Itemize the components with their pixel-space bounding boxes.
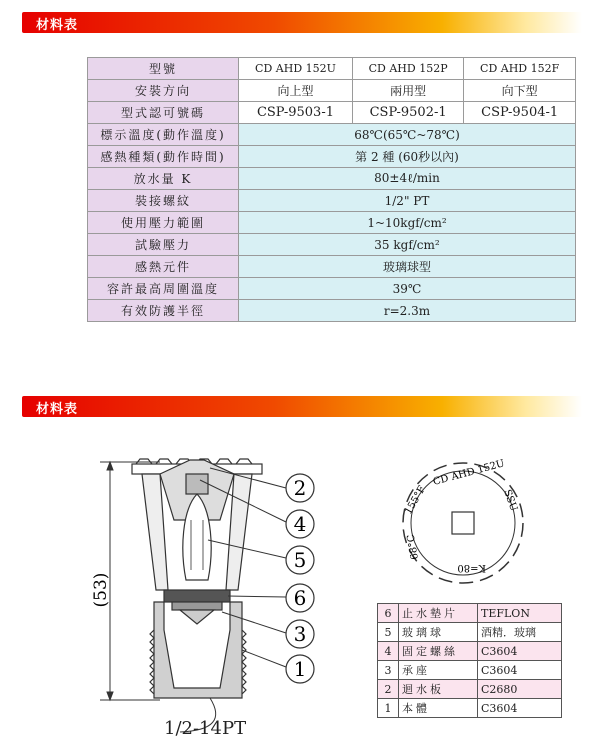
callout-2 bbox=[286, 474, 314, 502]
spec-row-cert bbox=[88, 102, 576, 124]
material-no: 4 bbox=[378, 642, 399, 661]
material-part: 固定螺絲 bbox=[399, 642, 478, 661]
material-row bbox=[378, 642, 562, 661]
seal-assembly bbox=[164, 590, 230, 624]
sticker-brand: SSU bbox=[501, 488, 520, 513]
spec-label: 試驗壓力 bbox=[88, 234, 239, 256]
spec-label: 放水量 K bbox=[88, 168, 239, 190]
material-no: 2 bbox=[378, 680, 399, 699]
callout-label: 1 bbox=[293, 657, 307, 681]
material-spec: TEFLON bbox=[478, 604, 562, 623]
material-spec: C3604 bbox=[478, 699, 562, 718]
material-row bbox=[378, 680, 562, 699]
sprinkler-section-drawing bbox=[60, 440, 350, 740]
spec-model: CD AHD 152P bbox=[352, 58, 463, 80]
sticker-celsius: 68°C bbox=[405, 533, 421, 561]
material-row bbox=[378, 604, 562, 623]
spec-row bbox=[88, 212, 576, 234]
material-part: 本體 bbox=[399, 699, 478, 718]
spec-model: CD AHD 152F bbox=[464, 58, 576, 80]
callout-label: 3 bbox=[293, 622, 307, 646]
spec-cert: CSP-9504-1 bbox=[464, 102, 576, 124]
spec-install: 向上型 bbox=[239, 80, 353, 102]
materials-table bbox=[377, 603, 562, 718]
deflector-top-view bbox=[378, 455, 548, 590]
spec-row bbox=[88, 278, 576, 300]
spec-cert: CSP-9502-1 bbox=[352, 102, 463, 124]
material-no: 5 bbox=[378, 623, 399, 642]
spec-install: 向下型 bbox=[464, 80, 576, 102]
spec-value: 1~10kgf/cm² bbox=[239, 212, 576, 234]
spec-label: 安裝方向 bbox=[88, 80, 239, 102]
callout-3 bbox=[286, 620, 314, 648]
spec-row bbox=[88, 168, 576, 190]
spec-label: 有效防護半徑 bbox=[88, 300, 239, 322]
spec-table bbox=[87, 57, 576, 322]
material-no: 3 bbox=[378, 661, 399, 680]
spec-value: 1/2" PT bbox=[239, 190, 576, 212]
spec-row-model bbox=[88, 58, 576, 80]
spec-value: 39℃ bbox=[239, 278, 576, 300]
spec-label: 型式認可號碼 bbox=[88, 102, 239, 124]
material-spec: C3604 bbox=[478, 661, 562, 680]
materials-banner-title: 材料表 bbox=[36, 402, 79, 417]
callout-label: 4 bbox=[293, 512, 307, 536]
spec-install: 兩用型 bbox=[352, 80, 463, 102]
spec-row bbox=[88, 124, 576, 146]
material-row bbox=[378, 699, 562, 718]
material-spec: 酒精．玻璃 bbox=[478, 623, 562, 642]
spec-row bbox=[88, 256, 576, 278]
callout-6 bbox=[286, 584, 314, 612]
spec-banner-title: 材料表 bbox=[36, 18, 79, 33]
callout-4 bbox=[286, 510, 314, 538]
spec-value: 第 2 種 (60秒以內) bbox=[239, 146, 576, 168]
spec-label: 感熱種類(動作時間) bbox=[88, 146, 239, 168]
sticker-model: CD AHD 152U bbox=[431, 458, 506, 488]
spec-value: 80±4ℓ/min bbox=[239, 168, 576, 190]
spec-row bbox=[88, 300, 576, 322]
callout-1 bbox=[286, 655, 314, 683]
material-part: 承座 bbox=[399, 661, 478, 680]
material-part: 玻璃球 bbox=[399, 623, 478, 642]
spec-label: 使用壓力範圍 bbox=[88, 212, 239, 234]
spec-value: 35 kgf/cm² bbox=[239, 234, 576, 256]
material-no: 1 bbox=[378, 699, 399, 718]
spec-cert: CSP-9503-1 bbox=[239, 102, 353, 124]
callout-label: 2 bbox=[293, 476, 307, 500]
spec-label: 感熱元件 bbox=[88, 256, 239, 278]
material-spec: C3604 bbox=[478, 642, 562, 661]
spec-row bbox=[88, 190, 576, 212]
material-row bbox=[378, 623, 562, 642]
spec-value: 玻璃球型 bbox=[239, 256, 576, 278]
spec-banner bbox=[22, 12, 582, 33]
material-row bbox=[378, 661, 562, 680]
spec-value: r=2.3m bbox=[239, 300, 576, 322]
callout-label: 6 bbox=[293, 586, 307, 610]
thread-size-label: 1/2-14PT bbox=[164, 718, 247, 739]
spec-row bbox=[88, 146, 576, 168]
spec-row-install bbox=[88, 80, 576, 102]
dimension-label: (53) bbox=[91, 572, 111, 608]
spec-value: 68℃(65℃~78℃) bbox=[239, 124, 576, 146]
materials-banner bbox=[22, 396, 582, 417]
material-no: 6 bbox=[378, 604, 399, 623]
callout-label: 5 bbox=[293, 548, 307, 572]
sticker-temp: 155°F bbox=[403, 484, 429, 517]
spec-label: 裝接螺紋 bbox=[88, 190, 239, 212]
spec-label: 型號 bbox=[88, 58, 239, 80]
spec-model: CD AHD 152U bbox=[239, 58, 353, 80]
callout-5 bbox=[286, 546, 314, 574]
spec-row bbox=[88, 234, 576, 256]
spec-label: 容許最高周圍溫度 bbox=[88, 278, 239, 300]
material-part: 止水墊片 bbox=[399, 604, 478, 623]
material-spec: C2680 bbox=[478, 680, 562, 699]
spec-label: 標示溫度(動作溫度) bbox=[88, 124, 239, 146]
material-part: 迴水板 bbox=[399, 680, 478, 699]
sticker-k: K=80 bbox=[457, 562, 486, 573]
